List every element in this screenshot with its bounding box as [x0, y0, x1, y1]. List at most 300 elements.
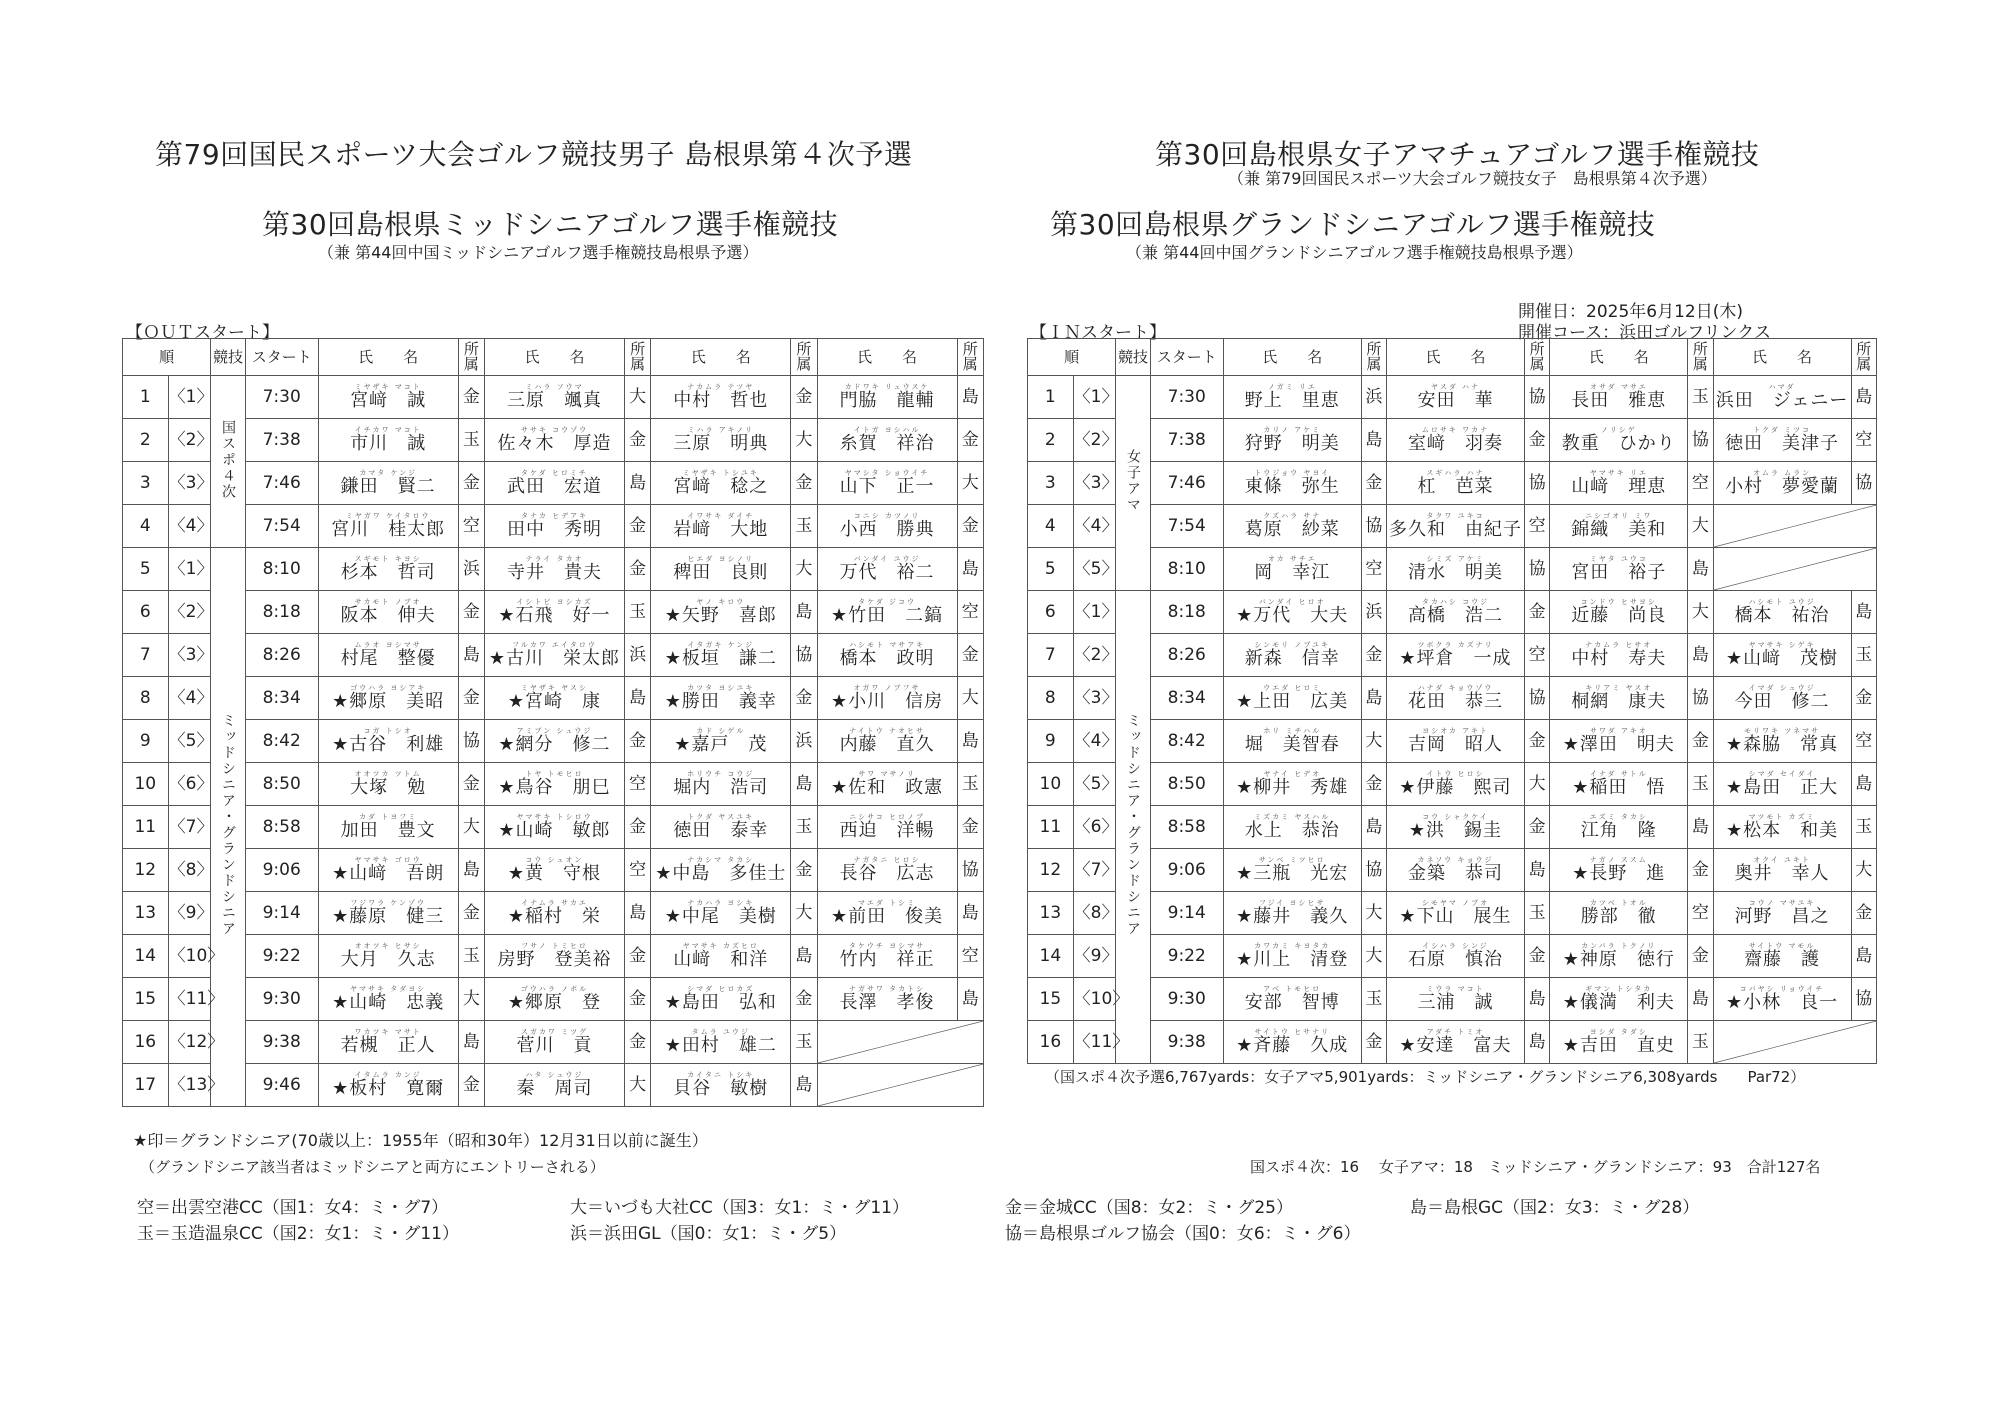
header-name: 氏 名: [1713, 339, 1851, 376]
category-kokusupo: [211, 376, 245, 548]
player-kanji: ★神原 徳行: [1562, 949, 1675, 970]
player-name-wrap: [1408, 857, 1503, 883]
player-club: 大: [1688, 505, 1713, 548]
player-name-wrap: [332, 685, 444, 711]
player-name: [1387, 419, 1525, 462]
player-club: 浜: [1361, 591, 1386, 634]
player-name-wrap: [497, 943, 611, 969]
player-kanji: ★松本 和美: [1725, 820, 1839, 841]
player-club: 協: [1524, 376, 1549, 419]
player-kana: フサノ トミヒロ: [521, 942, 588, 950]
row-number: 12: [1028, 849, 1074, 892]
player-name-wrap: [1245, 814, 1340, 840]
player-name: [1550, 892, 1688, 935]
player-club: 大: [1688, 591, 1713, 634]
player-club: 島: [624, 462, 650, 505]
player-name: [1223, 591, 1361, 634]
player-name-wrap: [840, 728, 935, 754]
player-kana: ホリウチ コウジ: [687, 770, 755, 778]
player-kanji: ★山崎 忠義: [332, 992, 445, 1013]
player-name: [1713, 935, 1851, 978]
player-name: [1387, 462, 1525, 505]
player-club: 島: [791, 763, 817, 806]
row-number: 2: [1028, 419, 1074, 462]
player-name: [1223, 763, 1361, 806]
player-name: [485, 849, 625, 892]
player-kana: ミヤザキ ヤスシ: [520, 684, 588, 692]
header-name: 氏 名: [485, 339, 625, 376]
player-name: [1550, 505, 1688, 548]
player-club: 金: [791, 462, 817, 505]
player-name: [1713, 978, 1851, 1021]
player-name-wrap: [673, 470, 768, 496]
player-kana: イトウ ヒロシ: [1426, 770, 1485, 778]
player-kana: コバヤシ リョウイチ: [1739, 985, 1825, 993]
player-name-wrap: [1245, 470, 1340, 496]
player-kanji: 長田 雅恵: [1571, 390, 1667, 411]
player-name-wrap: [341, 556, 436, 582]
player-name-wrap: [673, 814, 768, 840]
out-start-label: 【ＯＵＴスタート】: [126, 323, 279, 343]
title-kokusupo-men: 第79回国民スポーツ大会ゴルフ競技男子 島根県第４次予選: [155, 138, 913, 171]
player-club: 金: [957, 634, 983, 677]
player-name: [817, 419, 957, 462]
start-time: 9:14: [245, 892, 318, 935]
start-time: 8:10: [1150, 548, 1223, 591]
player-kana: コガ トシオ: [363, 727, 413, 735]
row-number: 5: [123, 548, 169, 591]
player-club: 大: [458, 978, 484, 1021]
row-number: 13: [123, 892, 169, 935]
player-name-wrap: [1571, 384, 1666, 410]
player-kanji: 万代 裕二: [839, 562, 935, 583]
player-kanji: ★黄 守根: [507, 863, 602, 884]
player-name-wrap: [1236, 900, 1348, 926]
player-name: [651, 720, 791, 763]
player-kanji: 秦 周司: [516, 1078, 593, 1099]
player-club: 協: [957, 849, 983, 892]
group-number: 〈5〉: [1073, 548, 1116, 591]
table-row: [123, 892, 984, 935]
player-club: 空: [1524, 634, 1549, 677]
player-kanji: 菅川 貢: [516, 1035, 593, 1056]
player-name-wrap: [673, 513, 768, 539]
player-club: 協: [791, 634, 817, 677]
start-time: 9:06: [1150, 849, 1223, 892]
player-name-wrap: [332, 1072, 444, 1098]
player-kana: アダチ トミオ: [1426, 1028, 1485, 1036]
group-number: 〈2〉: [1073, 419, 1116, 462]
player-name-wrap: [840, 986, 935, 1012]
player-club: 金: [791, 849, 817, 892]
player-club: 玉: [1851, 634, 1876, 677]
player-club: 金: [1524, 419, 1549, 462]
player-name-wrap: [1735, 685, 1830, 711]
player-name-wrap: [673, 556, 768, 582]
player-kana: フジイ ヨシヒサ: [1258, 899, 1326, 907]
row-number: 3: [123, 462, 169, 505]
header-name: 氏 名: [817, 339, 957, 376]
group-number: 〈1〉: [168, 376, 211, 419]
player-club: 島: [1851, 376, 1876, 419]
player-name-wrap: [1236, 599, 1348, 625]
player-name-wrap: [1726, 814, 1838, 840]
in-start-table: [1027, 338, 1877, 1064]
player-kana: カワカミ キヨタカ: [1254, 942, 1331, 950]
player-name: [651, 634, 791, 677]
player-kanji: 勝部 徹: [1580, 906, 1657, 927]
player-kana: イシハラ シンジ: [1422, 942, 1489, 950]
player-kanji: 葛原 紗菜: [1244, 519, 1340, 540]
row-number: 4: [1028, 505, 1074, 548]
player-club: 大: [791, 892, 817, 935]
player-club: 金: [1524, 935, 1549, 978]
start-time: 9:30: [1150, 978, 1223, 1021]
player-club: 玉: [1688, 376, 1713, 419]
player-kana: コウノ マサユキ: [1748, 899, 1816, 907]
player-name-wrap: [1725, 470, 1839, 496]
table-row: [1028, 720, 1877, 763]
table-row: [1028, 591, 1877, 634]
player-kana: ノガミ リエ: [1267, 383, 1317, 391]
player-kana: ナガノ ススム: [1589, 856, 1648, 864]
player-name: [318, 634, 458, 677]
player-kana: スギモト キヨシ: [354, 555, 422, 563]
player-club: 大: [957, 677, 983, 720]
player-name: [1550, 591, 1688, 634]
player-kanji: 河野 昌之: [1734, 906, 1830, 927]
player-kanji: 貝谷 敏樹: [673, 1078, 769, 1099]
player-club: 空: [1851, 720, 1876, 763]
player-kanji: ★洪 錫圭: [1408, 820, 1503, 841]
player-kanji: 稗田 良則: [673, 562, 769, 583]
player-name: [651, 419, 791, 462]
empty-slot-slash: [1714, 505, 1876, 547]
player-name-wrap: [498, 728, 610, 754]
header-row: [123, 339, 984, 376]
player-name: [817, 720, 957, 763]
player-club: 空: [957, 935, 983, 978]
player-club: 島: [1361, 806, 1386, 849]
category-label: 女子アマ: [1124, 449, 1141, 513]
start-time: 8:34: [245, 677, 318, 720]
player-name: [1550, 548, 1688, 591]
player-name: [318, 763, 458, 806]
player-kanji: 加田 豊文: [340, 820, 436, 841]
player-kanji: ★斉藤 久成: [1236, 1035, 1349, 1056]
player-kanji: 内藤 直久: [839, 734, 935, 755]
player-name: [318, 419, 458, 462]
table-row: [123, 763, 984, 806]
player-club: 島: [957, 978, 983, 1021]
player-kanji: ★山崎 敏郎: [498, 820, 611, 841]
player-club: 協: [1524, 548, 1549, 591]
player-club: 大: [458, 806, 484, 849]
player-name-wrap: [831, 685, 943, 711]
row-number: 2: [123, 419, 169, 462]
player-kanji: 浜田 ジェニー: [1715, 390, 1849, 411]
player-club: 島: [791, 591, 817, 634]
player-kana: ヤマサキ ゴロウ: [354, 856, 422, 864]
start-time: 8:34: [1150, 677, 1223, 720]
group-number: 〈1〉: [1073, 376, 1116, 419]
player-kanji: 西迫 洋暢: [839, 820, 935, 841]
yardage-note: （国スポ４次予選6,767yards：女子アマ5,901yards：ミッドシニア・グランドシニア6,308yards Par72）: [1045, 1068, 1806, 1086]
group-number: 〈8〉: [1073, 892, 1116, 935]
header-club: 所属: [1361, 339, 1386, 376]
player-kanji: ★小川 信房: [830, 691, 944, 712]
player-club: 島: [1688, 978, 1713, 1021]
player-club: 大: [1851, 849, 1876, 892]
player-name-wrap: [341, 814, 436, 840]
group-number: 〈11〉: [168, 978, 211, 1021]
player-kanji: 宮﨑 稔之: [673, 476, 769, 497]
player-name: [485, 634, 625, 677]
player-kana: サカモト ノブオ: [354, 598, 422, 606]
player-name: [651, 505, 791, 548]
player-club: 浜: [624, 634, 650, 677]
player-name-wrap: [508, 986, 601, 1012]
player-name: [485, 591, 625, 634]
player-name-wrap: [341, 1029, 436, 1055]
player-kana: カドワキ リュウスケ: [844, 383, 930, 391]
player-kanji: 三浦 誠: [1417, 992, 1494, 1013]
player-club: 大: [1361, 720, 1386, 763]
player-kanji: 武田 宏道: [506, 476, 602, 497]
player-kana: ハナダ キョウゾウ: [1417, 684, 1494, 692]
player-name: [318, 720, 458, 763]
player-name-wrap: [1236, 857, 1348, 883]
player-name-wrap: [1571, 642, 1666, 668]
player-name: [1713, 849, 1851, 892]
player-club: 島: [1851, 591, 1876, 634]
player-club: 島: [957, 548, 983, 591]
player-kanji: 金築 恭司: [1408, 863, 1503, 884]
player-club: 金: [1688, 720, 1713, 763]
player-name-wrap: [508, 900, 601, 926]
header-name: 氏 名: [1550, 339, 1688, 376]
player-club: 島: [1851, 763, 1876, 806]
group-number: 〈2〉: [168, 591, 211, 634]
player-kana: ヨシダ タダシ: [1589, 1028, 1648, 1036]
player-name: [1223, 935, 1361, 978]
player-kana: タケダ ジコウ: [858, 598, 916, 606]
start-time: 8:42: [245, 720, 318, 763]
player-name-wrap: [1572, 857, 1665, 883]
player-kana: ヤナイ ヒデオ: [1263, 770, 1322, 778]
player-name-wrap: [1408, 599, 1503, 625]
player-name: [318, 849, 458, 892]
row-number: 9: [1028, 720, 1074, 763]
player-club: 大: [791, 548, 817, 591]
player-name-wrap: [840, 470, 935, 496]
player-name-wrap: [332, 728, 444, 754]
player-kanji: ★板村 寛爾: [332, 1078, 445, 1099]
player-club: 玉: [1851, 806, 1876, 849]
player-kana: カリノ アケミ: [1263, 426, 1322, 434]
player-kanji: 三原 颯真: [506, 390, 602, 411]
player-club: 金: [458, 376, 484, 419]
player-kana: サワ マサノリ: [858, 770, 916, 778]
player-kanji: ★石飛 好一: [498, 605, 611, 626]
player-name-wrap: [840, 384, 935, 410]
player-name: [1550, 462, 1688, 505]
player-kanji: 安部 智博: [1244, 992, 1340, 1013]
player-kana: サンベ ミツヒロ: [1258, 856, 1326, 864]
row-number: 15: [123, 978, 169, 1021]
player-club: 金: [1361, 763, 1386, 806]
player-kana: コニシ カツノリ: [853, 512, 921, 520]
legend-shima: 島＝島根GC（国2：女3：ミ・グ28）: [1410, 1198, 1700, 1218]
player-name-wrap: [831, 599, 943, 625]
player-name: [1550, 1021, 1688, 1064]
player-kanji: 近藤 尚良: [1571, 605, 1667, 626]
in-start-label: 【ＩＮスタート】: [1030, 323, 1166, 343]
player-name-wrap: [498, 599, 610, 625]
start-time: 8:26: [1150, 634, 1223, 677]
player-kanji: 長谷 広志: [839, 863, 935, 884]
player-kanji: 今田 修二: [1734, 691, 1830, 712]
player-kana: カネソウ キョウジ: [1417, 856, 1494, 864]
row-number: 7: [123, 634, 169, 677]
player-club: 島: [957, 720, 983, 763]
player-kana: オガワ ノブフサ: [853, 684, 921, 692]
player-kanji: 佐々木 厚造: [497, 433, 612, 454]
player-kana: ミヤザキ マコト: [354, 383, 422, 391]
empty-slot-slash: [1714, 548, 1876, 590]
header-club: 所属: [1851, 339, 1876, 376]
player-name: [1387, 892, 1525, 935]
player-name: [1387, 763, 1525, 806]
player-name-wrap: [1399, 900, 1511, 926]
player-club: 玉: [1524, 892, 1549, 935]
player-name-wrap: [1563, 1029, 1675, 1055]
player-kanji: ★小林 良一: [1725, 992, 1839, 1013]
player-name-wrap: [1245, 384, 1340, 410]
player-kana: ミズカミ ヤスハル: [1254, 813, 1331, 821]
player-name-wrap: [840, 857, 935, 883]
player-kanji: 糸賀 祥治: [839, 433, 935, 454]
player-kana: ヤスダ ハナ: [1430, 383, 1481, 391]
group-number: 〈5〉: [1073, 763, 1116, 806]
player-kana: イシトビ ヨシカズ: [516, 598, 593, 606]
player-kanji: ★川上 清登: [1236, 949, 1349, 970]
player-name-wrap: [1571, 470, 1666, 496]
player-kana: ミヤガワ ケイタロウ: [345, 512, 431, 520]
start-time: 8:50: [1150, 763, 1223, 806]
player-name: [651, 376, 791, 419]
legend-hama: 浜＝浜田GL（国0：女1：ミ・グ5）: [570, 1224, 847, 1244]
player-name: [1713, 462, 1851, 505]
player-club: 金: [458, 462, 484, 505]
player-name-wrap: [1571, 513, 1666, 539]
player-club: 玉: [458, 419, 484, 462]
category-label: 国スポ４次: [219, 419, 236, 500]
player-name-wrap: [341, 943, 436, 969]
player-club: 大: [791, 419, 817, 462]
player-club: 島: [1524, 1021, 1549, 1064]
table-row: [123, 634, 984, 677]
player-club: 金: [957, 806, 983, 849]
player-kana: タクワ ユキコ: [1426, 512, 1485, 520]
player-name: [1550, 935, 1688, 978]
player-kanji: ★郷原 美昭: [332, 691, 445, 712]
player-kanji: 岩﨑 大地: [673, 519, 769, 540]
player-kanji: 吉岡 昭人: [1408, 734, 1503, 755]
player-club: 島: [957, 376, 983, 419]
table-row: [1028, 634, 1877, 677]
player-name: [1713, 634, 1851, 677]
player-kana: イナムラ サカエ: [521, 899, 588, 907]
player-club: 金: [458, 892, 484, 935]
player-name: [318, 677, 458, 720]
entry-counts: 国スポ４次：16 女子アマ：18 ミッドシニア・グランドシニア：93 合計127名: [1250, 1158, 1821, 1176]
player-club: 大: [957, 462, 983, 505]
player-name-wrap: [674, 728, 767, 754]
player-name: [1713, 892, 1851, 935]
player-kanji: 狩野 明美: [1244, 433, 1340, 454]
start-time: 7:54: [245, 505, 318, 548]
player-name: [1713, 763, 1851, 806]
start-time: 8:18: [1150, 591, 1223, 634]
player-name: [1550, 677, 1688, 720]
group-number: 〈3〉: [1073, 462, 1116, 505]
player-kana: ミヤザキ トシユキ: [682, 469, 759, 477]
player-kanji: ★鳥谷 朋巳: [498, 777, 611, 798]
player-name: [817, 505, 957, 548]
player-kanji: 長澤 孝俊: [839, 992, 935, 1013]
player-kana: エズミ タカシ: [1589, 813, 1648, 821]
row-number: 7: [1028, 634, 1074, 677]
player-kana: バンダイ ヒロオ: [1258, 598, 1326, 606]
player-club: 玉: [1361, 978, 1386, 1021]
player-name: [1387, 677, 1525, 720]
player-kanji: ★宮崎 康: [507, 691, 602, 712]
player-club: 島: [1688, 548, 1713, 591]
player-kanji: ★下山 展生: [1399, 906, 1512, 927]
legend-kyo: 協＝島根県ゴルフ協会（国0：女6：ミ・グ6）: [1005, 1224, 1361, 1244]
player-club: 協: [1851, 462, 1876, 505]
table-row: [123, 935, 984, 978]
empty-slot: [1713, 1021, 1876, 1064]
player-kana: コウ シャクケイ: [1422, 813, 1489, 821]
player-name-wrap: [1571, 556, 1666, 582]
start-time: 9:14: [1150, 892, 1223, 935]
player-club: 島: [1688, 806, 1713, 849]
player-name-wrap: [507, 470, 602, 496]
player-kanji: 竹内 祥正: [839, 949, 935, 970]
player-kanji: 堀 美智春: [1244, 734, 1340, 755]
player-name: [1713, 591, 1851, 634]
player-club: 金: [458, 591, 484, 634]
player-name: [1387, 376, 1525, 419]
player-club: 協: [1361, 505, 1386, 548]
player-kana: ナイトウ ナオヒサ: [849, 727, 925, 735]
table-row: [123, 978, 984, 1021]
table-row: [1028, 978, 1877, 1021]
player-club: 大: [624, 1064, 650, 1107]
player-name: [651, 1021, 791, 1064]
table-row: [123, 376, 984, 419]
header-club: 所属: [791, 339, 817, 376]
player-kana: タケダ ヒロミチ: [521, 469, 588, 477]
player-name-wrap: [498, 771, 610, 797]
table-row: [123, 419, 984, 462]
player-name-wrap: [1418, 986, 1494, 1012]
player-name: [651, 462, 791, 505]
row-number: 16: [123, 1021, 169, 1064]
player-club: 協: [1851, 978, 1876, 1021]
